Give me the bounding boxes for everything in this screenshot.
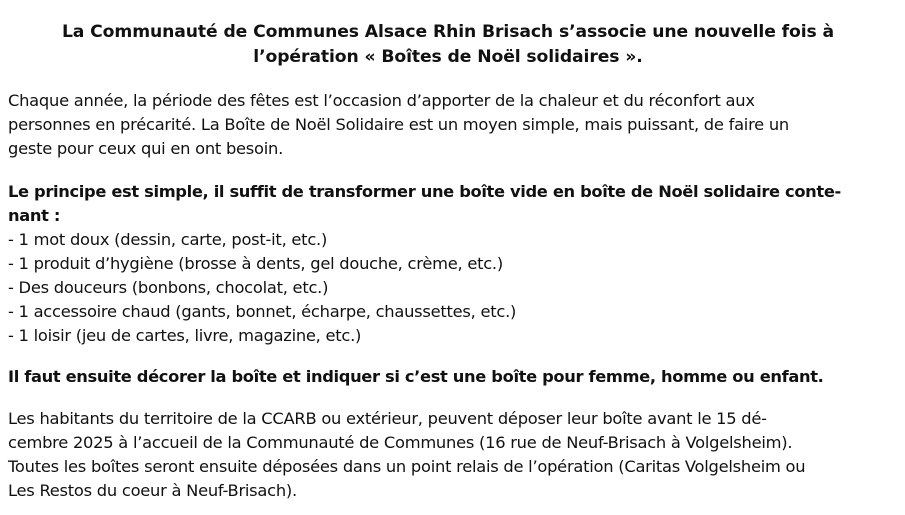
dropoff-line-1: Les habitants du territoire de la CCARB ou extérieur, peuvent déposer leur boîte avant le 15 dé- — [8, 409, 767, 428]
title-line-1: La Communauté de Communes Alsace Rhin Brisach s’associe une nouvelle fois à — [61, 22, 835, 42]
intro-paragraph — [8, 89, 888, 161]
list-item: - 1 produit d’hygiène (brosse à dents, gel douche, crème, etc.) — [8, 254, 503, 273]
principle-list — [8, 228, 888, 348]
document-title — [8, 20, 888, 70]
intro-line-3: geste pour ceux qui en ont besoin. — [8, 139, 284, 158]
list-item: - 1 accessoire chaud (gants, bonnet, écharpe, chaussettes, etc.) — [8, 302, 517, 321]
dropoff-paragraph — [8, 407, 888, 503]
dropoff-line-2: cembre 2025 à l’accueil de la Communauté de Communes (16 rue de Neuf-Brisach à Volgelsheim). — [8, 433, 793, 452]
principle-section — [8, 180, 888, 348]
principle-heading-line-1: Le principe est simple, il suffit de transformer une boîte vide en boîte de Noël solidaire conte- — [8, 182, 841, 201]
dropoff-line-4: Les Restos du coeur à Neuf-Brisach). — [8, 481, 297, 500]
principle-heading — [8, 180, 888, 228]
list-item: - 1 mot doux (dessin, carte, post-it, etc.) — [8, 230, 328, 249]
document-page — [8, 20, 888, 503]
intro-line-1: Chaque année, la période des fêtes est l’occasion d’apporter de la chaleur et du réconfort aux — [8, 91, 755, 110]
intro-line-2: personnes en précarité. La Boîte de Noël Solidaire est un moyen simple, mais puissant, de faire un — [8, 115, 789, 134]
dropoff-line-3: Toutes les boîtes seront ensuite déposées dans un point relais de l’opération (Caritas Volgelsheim ou — [8, 457, 806, 476]
title-line-2: l’opération « Boîtes de Noël solidaires ». — [253, 47, 643, 67]
decorate-paragraph: Il faut ensuite décorer la boîte et indiquer si c’est une boîte pour femme, homme ou enfant. — [8, 367, 824, 386]
list-item: - Des douceurs (bonbons, chocolat, etc.) — [8, 278, 329, 297]
list-item: - 1 loisir (jeu de cartes, livre, magazine, etc.) — [8, 326, 362, 345]
principle-heading-line-2: nant : — [8, 206, 61, 225]
